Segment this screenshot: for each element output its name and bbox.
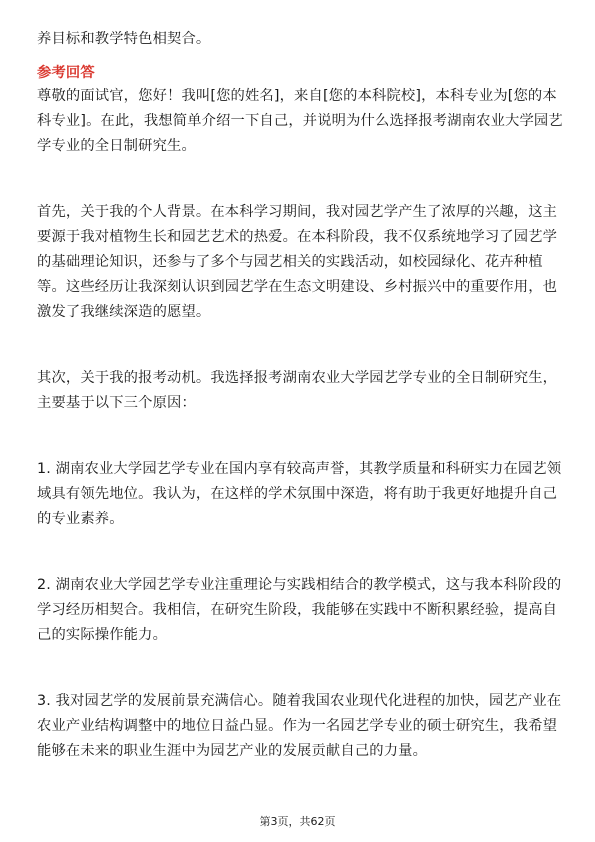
reason-1-line: 1. 湖南农业大学园艺学专业在国内享有较高声誉，其教学质量和科研实力在园艺领 [37, 461, 562, 477]
motivation-line: 其次，关于我的报考动机。我选择报考湖南农业大学园艺学专业的全日制研究生， [37, 370, 558, 386]
background-line: 要源于我对植物生长和园艺艺术的热爱。在本科阶段，我不仅系统地学习了园艺学 [37, 229, 558, 245]
background-line: 的基础理论知识，还参与了多个与园艺相关的实践活动，如校园绿化、花卉种植 [37, 254, 543, 270]
reason-2-line: 学习经历相契合。我相信，在研究生阶段，我能够在实践中不断积累经验，提高自 [37, 602, 558, 618]
intro-tail-text: 养目标和教学特色相契合。 [37, 31, 211, 47]
reason-2-line: 己的实际操作能力。 [37, 627, 168, 643]
reason-3-line: 农业产业结构调整中的地位日益凸显。作为一名园艺学专业的硕士研究生，我希望 [37, 718, 558, 734]
page-number-footer: 第3页，共62页 [259, 815, 336, 828]
greeting-line: 尊敬的面试官，您好！我叫[您的姓名]，来自[您的本科院校]，本科专业为[您的本 [37, 88, 557, 104]
motivation-line: 主要基于以下三个原因： [37, 395, 196, 411]
reason-1-line: 的专业素养。 [37, 511, 124, 527]
reason-3-line: 能够在未来的职业生涯中为园艺产业的发展贡献自己的力量。 [37, 743, 428, 759]
greeting-line: 科专业]。在此，我想简单介绍一下自己，并说明为什么选择报考湖南农业大学园艺 [37, 113, 563, 129]
reason-3-line: 3. 我对园艺学的发展前景充满信心。随着我国农业现代化进程的加快，园艺产业在 [37, 693, 562, 709]
reason-1-line: 域具有领先地位。我认为，在这样的学术氛围中深造，将有助于我更好地提升自己 [37, 486, 558, 502]
reason-2-line: 2. 湖南农业大学园艺学专业注重理论与实践相结合的教学模式，这与我本科阶段的 [37, 577, 562, 593]
answer-heading: 参考回答 [37, 65, 95, 81]
background-line: 首先，关于我的个人背景。在本科学习期间，我对园艺学产生了浓厚的兴趣，这主 [37, 204, 558, 220]
background-line: 等。这些经历让我深刻认识到园艺学在生态文明建设、乡村振兴中的重要作用，也 [37, 279, 558, 295]
greeting-line: 学专业的全日制研究生。 [37, 138, 196, 154]
background-line: 激发了我继续深造的愿望。 [37, 304, 211, 320]
